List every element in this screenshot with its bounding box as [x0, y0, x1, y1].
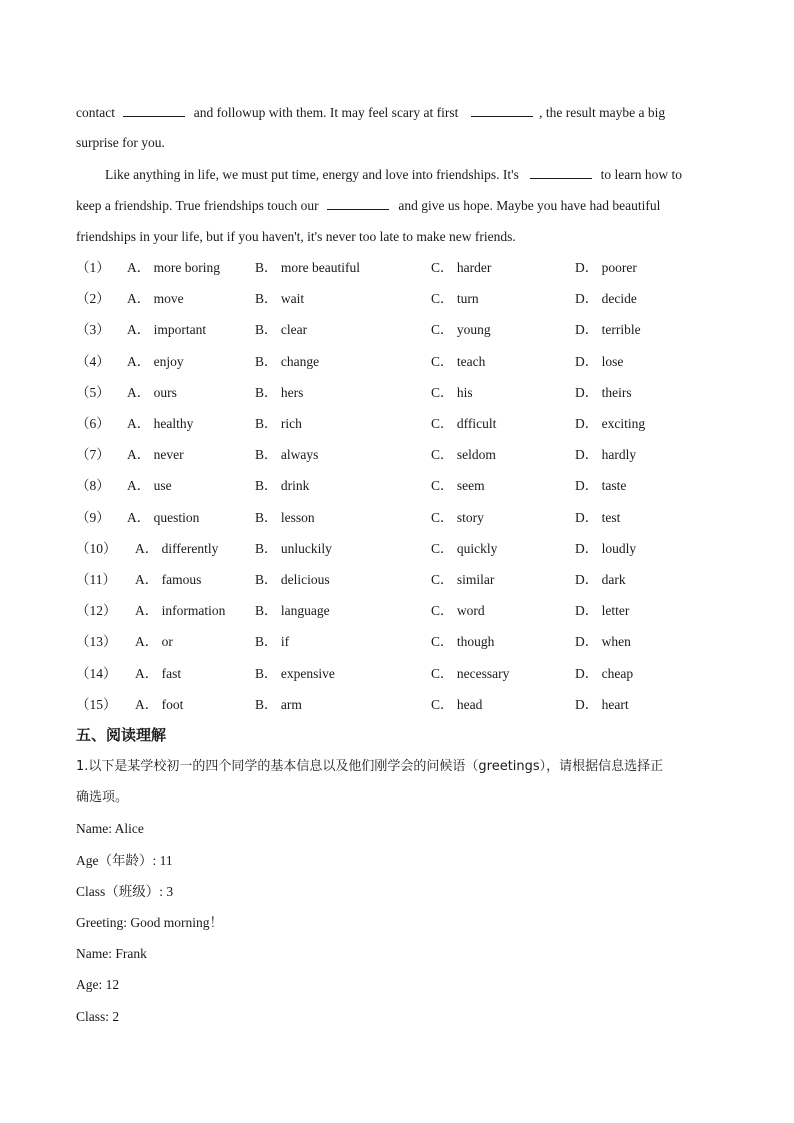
option-row: [76, 665, 736, 683]
option-b: B． arm: [255, 697, 302, 712]
option-d: D． poorer: [575, 260, 637, 275]
option-d: D． theirs: [575, 385, 632, 400]
option-b: B． delicious: [255, 572, 330, 587]
info-line: Class: 2: [76, 1009, 120, 1024]
info-line: Age: 12: [76, 977, 120, 992]
option-d: D． taste: [575, 478, 627, 493]
passage-text: to learn how to: [600, 167, 682, 182]
option-a: A． use: [127, 478, 172, 493]
option-a: A． famous: [135, 572, 202, 587]
option-d: D． test: [575, 510, 621, 525]
option-b: B． rich: [255, 416, 302, 431]
option-d: D． lose: [575, 354, 624, 369]
option-d: D． cheap: [575, 666, 634, 681]
option-b: B． expensive: [255, 666, 335, 681]
question-number: （9）: [76, 510, 110, 525]
option-a: A． important: [127, 322, 207, 337]
option-row: [76, 602, 736, 620]
option-d: D． loudly: [575, 541, 637, 556]
option-row: [76, 353, 736, 371]
option-b: B． change: [255, 354, 320, 369]
option-d: D． hardly: [575, 447, 637, 462]
option-c: C． dfficult: [431, 416, 497, 431]
option-c: C． turn: [431, 291, 479, 306]
passage-text: and followup with them. It may feel scary at first: [193, 105, 459, 120]
passage-line-4: [76, 196, 660, 215]
option-row: [76, 446, 736, 464]
answer-blank: [123, 103, 185, 117]
passage-line-3: [105, 165, 682, 184]
passage-line-2: surprise for you.: [76, 135, 165, 150]
question-number: （1）: [76, 260, 110, 275]
option-row: [76, 633, 736, 651]
passage-text: , the result maybe a big: [539, 105, 666, 120]
question-number: （3）: [76, 322, 110, 337]
option-a: A． or: [135, 634, 173, 649]
passage-line-1: [76, 103, 665, 122]
option-a: A． information: [135, 603, 226, 618]
answer-blank: [530, 165, 592, 179]
option-row: [76, 290, 736, 308]
option-a: A． never: [127, 447, 184, 462]
option-b: B． more beautiful: [255, 260, 360, 275]
option-c: C． word: [431, 603, 485, 618]
passage-text: and give us hope. Maybe you have had beautiful: [398, 198, 661, 213]
option-row: [76, 384, 736, 402]
option-a: A． question: [127, 510, 200, 525]
question-number: （12）: [76, 603, 117, 618]
info-line: Age（年龄）: 11: [76, 853, 173, 868]
passage-text: Like anything in life, we must put time, energy and love into friendships. It's: [105, 167, 519, 182]
passage-text: keep a friendship. True friendships touch our: [76, 198, 319, 213]
answer-blank: [471, 103, 533, 117]
question-number: （11）: [76, 572, 116, 587]
option-a: A． differently: [135, 541, 219, 556]
question-number: （5）: [76, 385, 110, 400]
option-a: A． move: [127, 291, 184, 306]
option-b: B． always: [255, 447, 319, 462]
answer-blank: [327, 196, 389, 210]
option-row: [76, 696, 736, 714]
option-d: D． decide: [575, 291, 637, 306]
question-number: （13）: [76, 634, 117, 649]
option-c: C． young: [431, 322, 491, 337]
question-number: （4）: [76, 354, 110, 369]
option-row: [76, 540, 736, 558]
question-number: （15）: [76, 697, 117, 712]
question-number: （7）: [76, 447, 110, 462]
question-number: （6）: [76, 416, 110, 431]
info-line: Name: Frank: [76, 946, 147, 961]
option-d: D． dark: [575, 572, 626, 587]
option-c: C． quickly: [431, 541, 498, 556]
option-c: C． though: [431, 634, 495, 649]
option-c: C． story: [431, 510, 484, 525]
option-c: C． seldom: [431, 447, 496, 462]
section-intro-line-1: 1.以下是某学校初一的四个同学的基本信息以及他们刚学会的问候语（greetings），请根据信息选择正: [76, 759, 664, 774]
option-d: D． letter: [575, 603, 630, 618]
option-c: C． seem: [431, 478, 485, 493]
option-row: [76, 571, 736, 589]
option-d: D． heart: [575, 697, 629, 712]
option-d: D． terrible: [575, 322, 641, 337]
option-a: A． more boring: [127, 260, 220, 275]
option-b: B． lesson: [255, 510, 315, 525]
option-b: B． drink: [255, 478, 310, 493]
question-number: （2）: [76, 291, 110, 306]
option-b: B． hers: [255, 385, 304, 400]
info-line: Greeting: Good morning！: [76, 915, 223, 930]
passage-line-5: friendships in your life, but if you haven't, it's never too late to make new friends.: [76, 229, 516, 244]
option-b: B． if: [255, 634, 290, 649]
question-number: （14）: [76, 666, 117, 681]
option-d: D． exciting: [575, 416, 646, 431]
option-c: C． his: [431, 385, 473, 400]
option-c: C． head: [431, 697, 483, 712]
option-d: D． when: [575, 634, 631, 649]
option-row: [76, 321, 736, 339]
question-number: （10）: [76, 541, 117, 556]
option-c: C． similar: [431, 572, 495, 587]
option-b: B． wait: [255, 291, 305, 306]
option-row: [76, 477, 736, 495]
option-c: C． necessary: [431, 666, 510, 681]
option-row: [76, 259, 736, 277]
info-line: Class（班级）: 3: [76, 884, 174, 899]
option-b: B． unluckily: [255, 541, 332, 556]
option-a: A． healthy: [127, 416, 194, 431]
option-a: A． ours: [127, 385, 177, 400]
option-a: A． foot: [135, 697, 184, 712]
option-c: C． teach: [431, 354, 486, 369]
option-c: C． harder: [431, 260, 492, 275]
section-title: 五、阅读理解: [76, 726, 167, 744]
passage-text: contact: [76, 105, 115, 120]
info-line: Name: Alice: [76, 821, 144, 836]
question-number: （8）: [76, 478, 110, 493]
option-a: A． enjoy: [127, 354, 184, 369]
option-b: B． language: [255, 603, 330, 618]
option-row: [76, 415, 736, 433]
option-a: A． fast: [135, 666, 182, 681]
option-row: [76, 509, 736, 527]
section-intro-line-2: 确选项。: [76, 790, 129, 805]
option-b: B． clear: [255, 322, 308, 337]
